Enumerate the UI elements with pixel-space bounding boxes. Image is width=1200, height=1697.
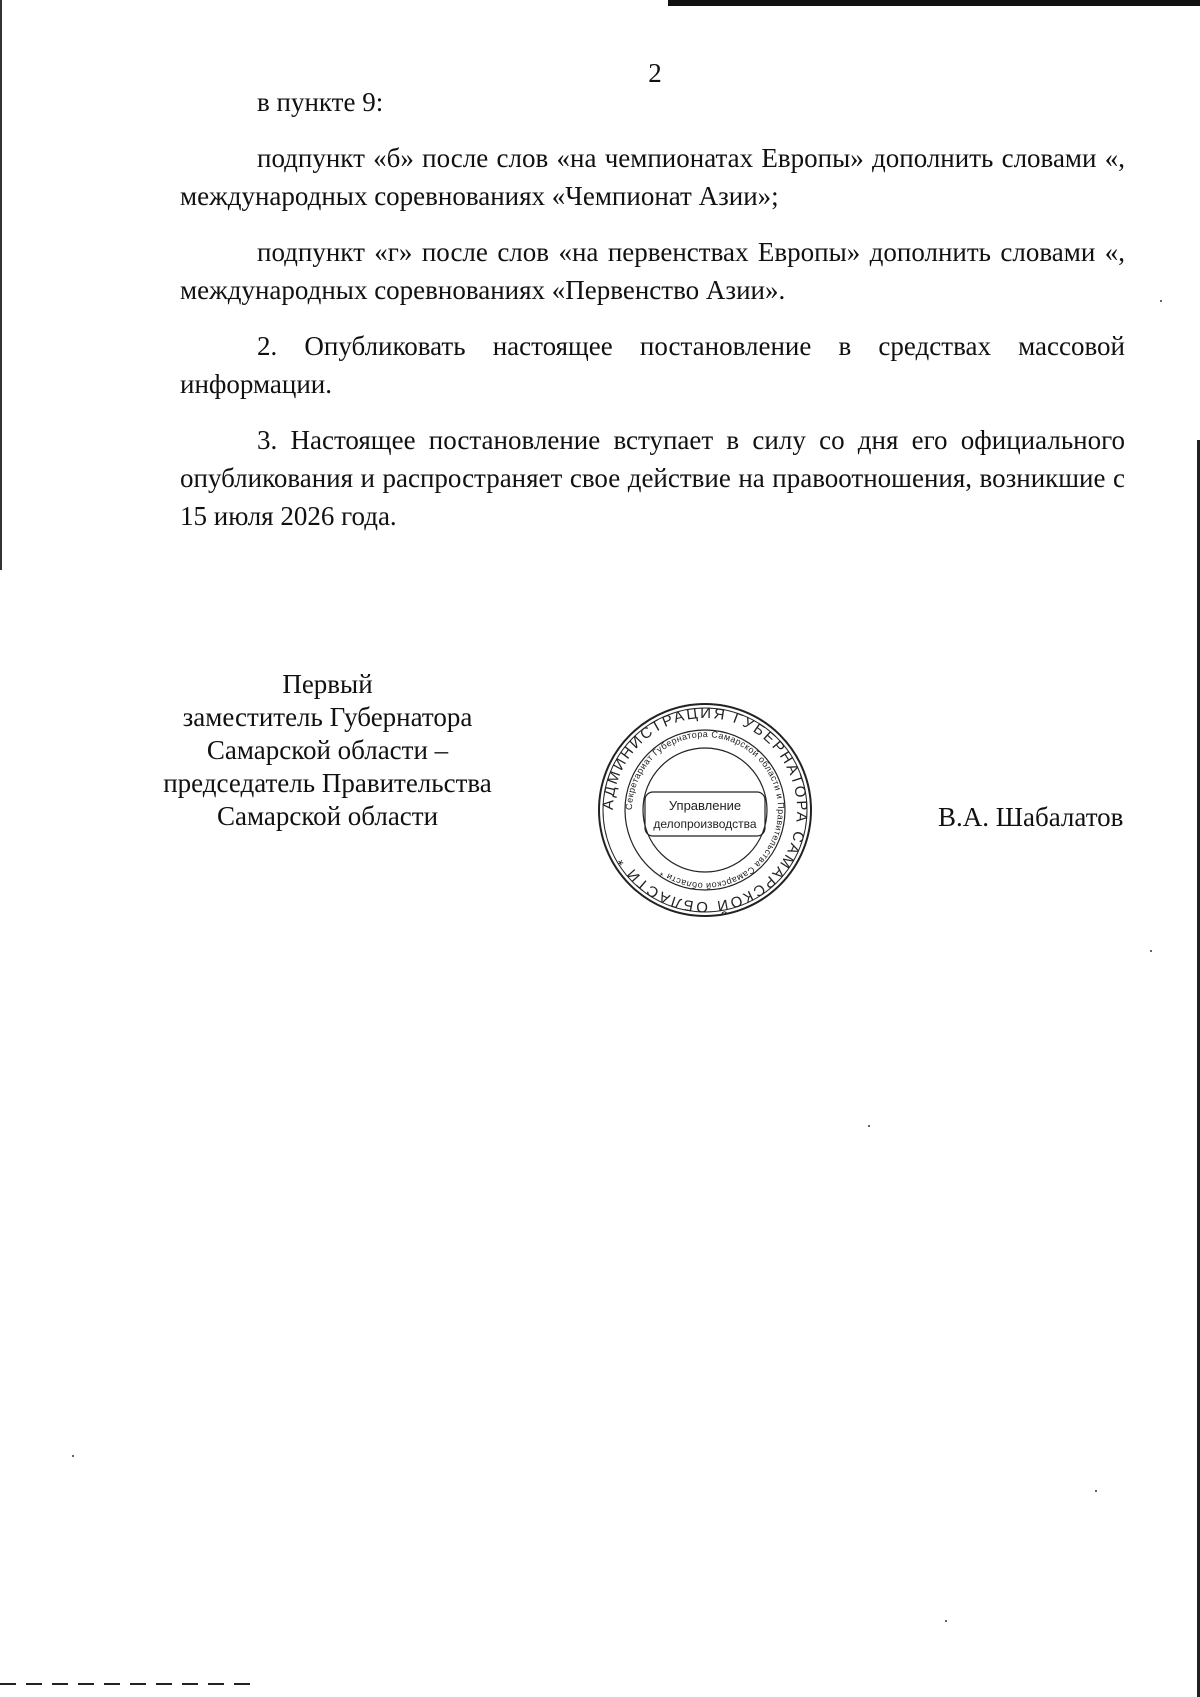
seal-center-line: Управление — [668, 798, 742, 813]
paragraph-subitem-b: подпункт «б» после слов «на чемпионатах Европы» дополнить словами «, международных соревнованиях «Чемпионат Азии»; — [180, 143, 1125, 211]
paragraph-item-9: в пункте 9: — [257, 87, 384, 117]
seal-center-line: делопроизводства — [653, 817, 757, 831]
scan-speck — [1095, 1490, 1097, 1492]
signatory-position-line: Первый — [282, 669, 373, 699]
body-text — [180, 83, 1125, 535]
signer-name: В.А. Шабалатов — [938, 802, 1124, 832]
scan-edge-top — [668, 0, 1200, 6]
seal-inner-text: Секретариат Губернатора Самарской области и Правительства Самарской области * — [623, 728, 787, 892]
scan-speck — [945, 1620, 947, 1622]
scan-speck — [1150, 950, 1152, 952]
signatory-position — [140, 668, 515, 833]
scan-speck — [72, 1455, 74, 1457]
scan-speck — [868, 1125, 870, 1127]
paragraph-effective-date: 3. Настоящее постановление вступает в силу со дня его официального опубликования и распространяет свое действие на правоотношения, возникшие с 15 июля 2026 года. — [180, 425, 1125, 531]
seal-outer-text: АДМИНИСТРАЦИЯ ГУБЕРНАТОРА САМАРСКОЙ ОБЛАСТИ * — [599, 704, 811, 916]
signatory-position-line: Самарской области — [216, 801, 439, 831]
signatory-position-line: заместитель Губернатора — [182, 702, 473, 732]
paragraph-subitem-g: подпункт «г» после слов «на первенствах Европы» дополнить словами «, международных соревнованиях «Первенство Азии». — [180, 237, 1125, 305]
signatory-position-line: Самарской области – — [206, 735, 449, 765]
official-seal — [595, 700, 815, 920]
paragraph-publication: 2. Опубликовать настоящее постановление в средствах массовой информации. — [180, 331, 1125, 399]
scan-speck — [1160, 300, 1162, 302]
scan-edge-bottom — [0, 1683, 260, 1685]
page-number: 2 — [648, 58, 662, 88]
signatory-position-line: председатель Правительства — [163, 768, 492, 798]
